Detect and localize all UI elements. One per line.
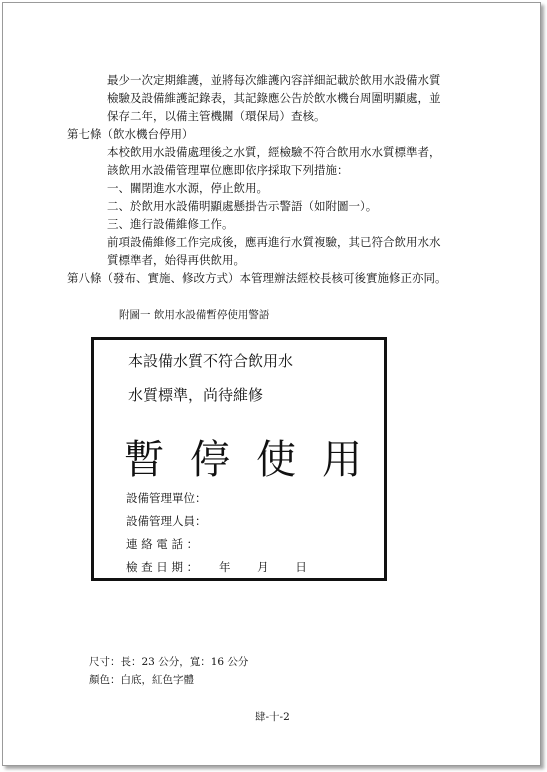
notice-field: 檢 查 日 期 ： 年 月 日 xyxy=(126,560,307,574)
notice-title: 暫停使用 xyxy=(124,437,388,483)
page-number: 肆-十-2 xyxy=(255,711,290,723)
notice-field: 設備管理人員： xyxy=(126,514,207,528)
list-item: 二、於飲用水設備明顯處懸掛告示警語（如附圖一）。 xyxy=(107,199,378,213)
body-line: 保存二年，以備主管機關（環保局）查核。 xyxy=(107,109,326,123)
article-heading: 第八條（發布、實施、修改方式）本管理辦法經校長核可後實施修正亦同。 xyxy=(67,271,447,285)
body-line: 本校飲用水設備處理後之水質，經檢驗不符合飲用水水質標準者， xyxy=(107,145,441,159)
body-line: 該飲用水設備管理單位應即依序採取下列措施： xyxy=(107,163,349,177)
body-line: 最少一次定期維護，並將每次維護內容詳細記載於飲用水設備水質 xyxy=(107,73,441,87)
article-heading: 第七條（飲水機台停用） xyxy=(67,127,194,141)
notice-line: 本設備水質不符合飲用水 xyxy=(128,352,294,370)
notice-field: 連 絡 電 話 ： xyxy=(126,537,199,551)
size-note: 尺寸：長：23 公分，寬：16 公分 xyxy=(89,656,249,668)
body-line: 檢驗及設備維護記錄表，其記錄應公告於飲水機台周圍明顯處，並 xyxy=(107,91,441,105)
color-note: 顏色：白底，紅色字體 xyxy=(89,674,194,686)
notice-line: 水質標準，尚待維修 xyxy=(128,386,264,404)
body-line: 前項設備維修工作完成後，應再進行水質複驗，其已符合飲用水水 xyxy=(107,235,441,249)
list-item: 三、進行設備維修工作。 xyxy=(107,217,234,231)
notice-field: 設備管理單位： xyxy=(126,491,207,505)
warning-notice xyxy=(91,337,387,581)
document-page xyxy=(2,2,541,766)
list-item: 一、關閉進水水源，停止飲用。 xyxy=(107,181,268,195)
body-line: 質標準者，始得再供飲用。 xyxy=(107,253,245,267)
figure-caption: 附圖一 飲用水設備暫停使用警語 xyxy=(119,309,270,321)
